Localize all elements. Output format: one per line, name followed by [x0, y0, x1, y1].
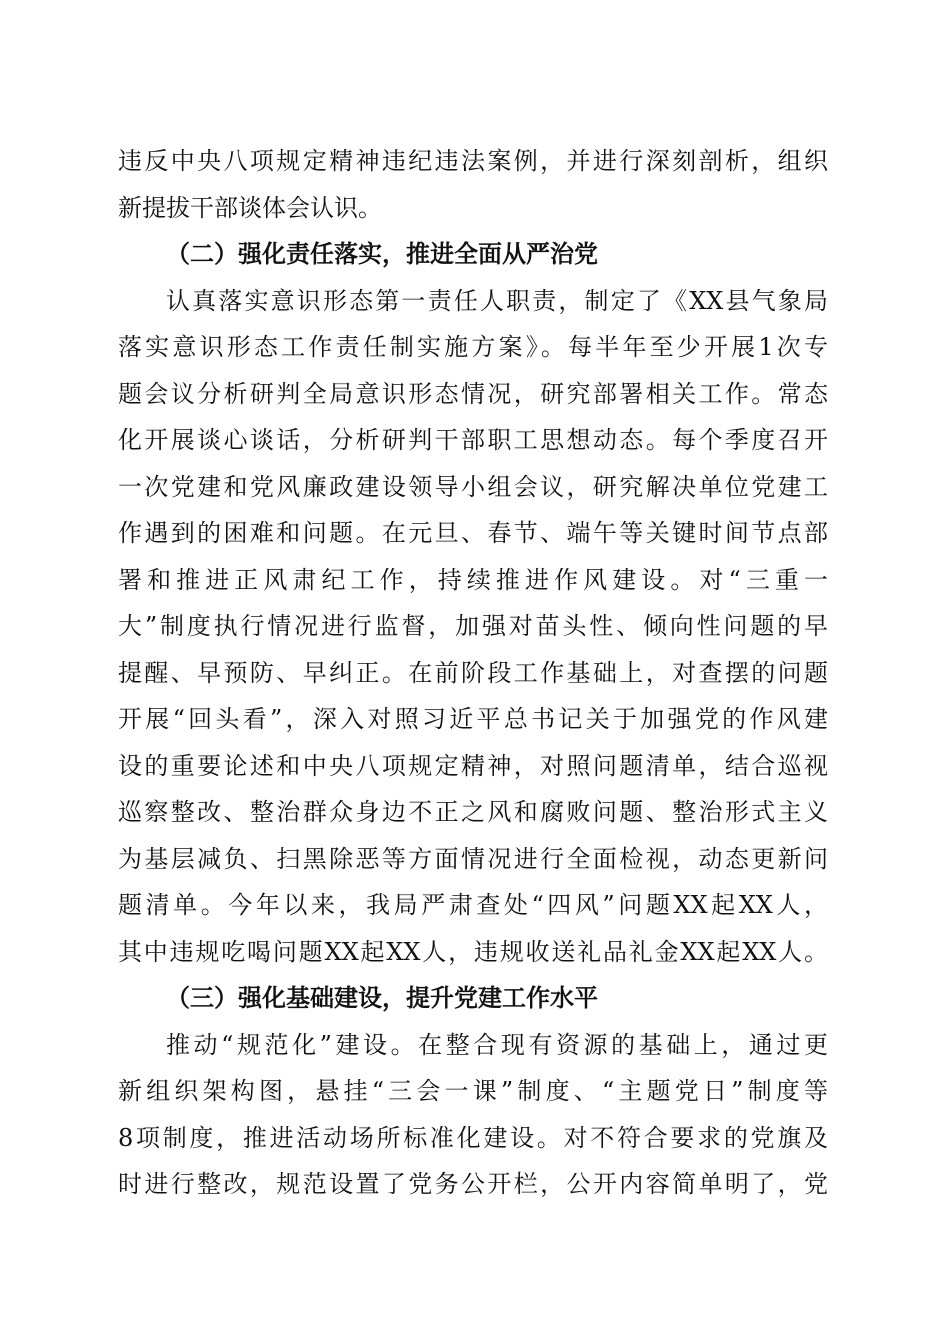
paragraph-line: 一次党建和党风廉政建设领导小组会议，研究解决单位党建工 [118, 472, 828, 501]
paragraph-line: 署和推进正风肃纪工作，持续推进作风建设。对“三重一 [118, 565, 828, 594]
paragraph-line: 8项制度，推进活动场所标准化建设。对不符合要求的党旗及 [118, 1123, 828, 1152]
paragraph-line: 开展“回头看”，深入对照习近平总书记关于加强党的作风建 [118, 705, 828, 733]
paragraph-line: 新提拔干部谈体会认识。 [118, 193, 382, 222]
paragraph-line: 大”制度执行情况进行监督，加强对苗头性、倾向性问题的早 [118, 612, 828, 640]
paragraph-line: 提醒、早预防、早纠正。在前阶段工作基础上，对查摆的问题 [118, 658, 828, 687]
paragraph-line: 为基层减负、扫黑除恶等方面情况进行全面检视，动态更新问 [118, 844, 828, 873]
paragraph-line: 新组织架构图，悬挂“三会一课”制度、“主题党日”制度等 [118, 1077, 828, 1105]
paragraph-line: 时进行整改，规范设置了党务公开栏，公开内容简单明了，党 [118, 1170, 828, 1198]
paragraph-line: 题清单。今年以来，我局严肃查处“四风”问题XX起XX人， [118, 891, 828, 919]
paragraph-line: 推动“规范化”建设。在整合现有资源的基础上，通过更 [166, 1030, 828, 1059]
paragraph-line: 违反中央八项规定精神违纪违法案例，并进行深刻剖析，组织 [118, 147, 828, 175]
paragraph-line: 落实意识形态工作责任制实施方案》。每半年至少开展1次专 [118, 333, 828, 361]
section-heading-2: （二）强化责任落实，推进全面从严治党 [166, 239, 598, 268]
paragraph-line: 设的重要论述和中央八项规定精神，对照问题清单，结合巡视 [118, 751, 828, 780]
paragraph-line: 题会议分析研判全局意识形态情况，研究部署相关工作。常态 [118, 379, 828, 408]
section-heading-3: （三）强化基础建设，提升党建工作水平 [166, 983, 598, 1012]
paragraph-line: 其中违规吃喝问题XX起XX人，违规收送礼品礼金XX起XX人。 [118, 937, 828, 966]
paragraph-line: 作遇到的困难和问题。在元旦、春节、端午等关键时间节点部 [118, 519, 828, 547]
document-body [118, 138, 828, 1208]
paragraph-line: 巡察整改、整治群众身边不正之风和腐败问题、整治形式主义 [118, 798, 828, 826]
paragraph-line: 化开展谈心谈话，分析研判干部职工思想动态。每个季度召开 [118, 426, 828, 454]
paragraph-line: 认真落实意识形态第一责任人职责，制定了《XX县气象局 [166, 286, 828, 315]
